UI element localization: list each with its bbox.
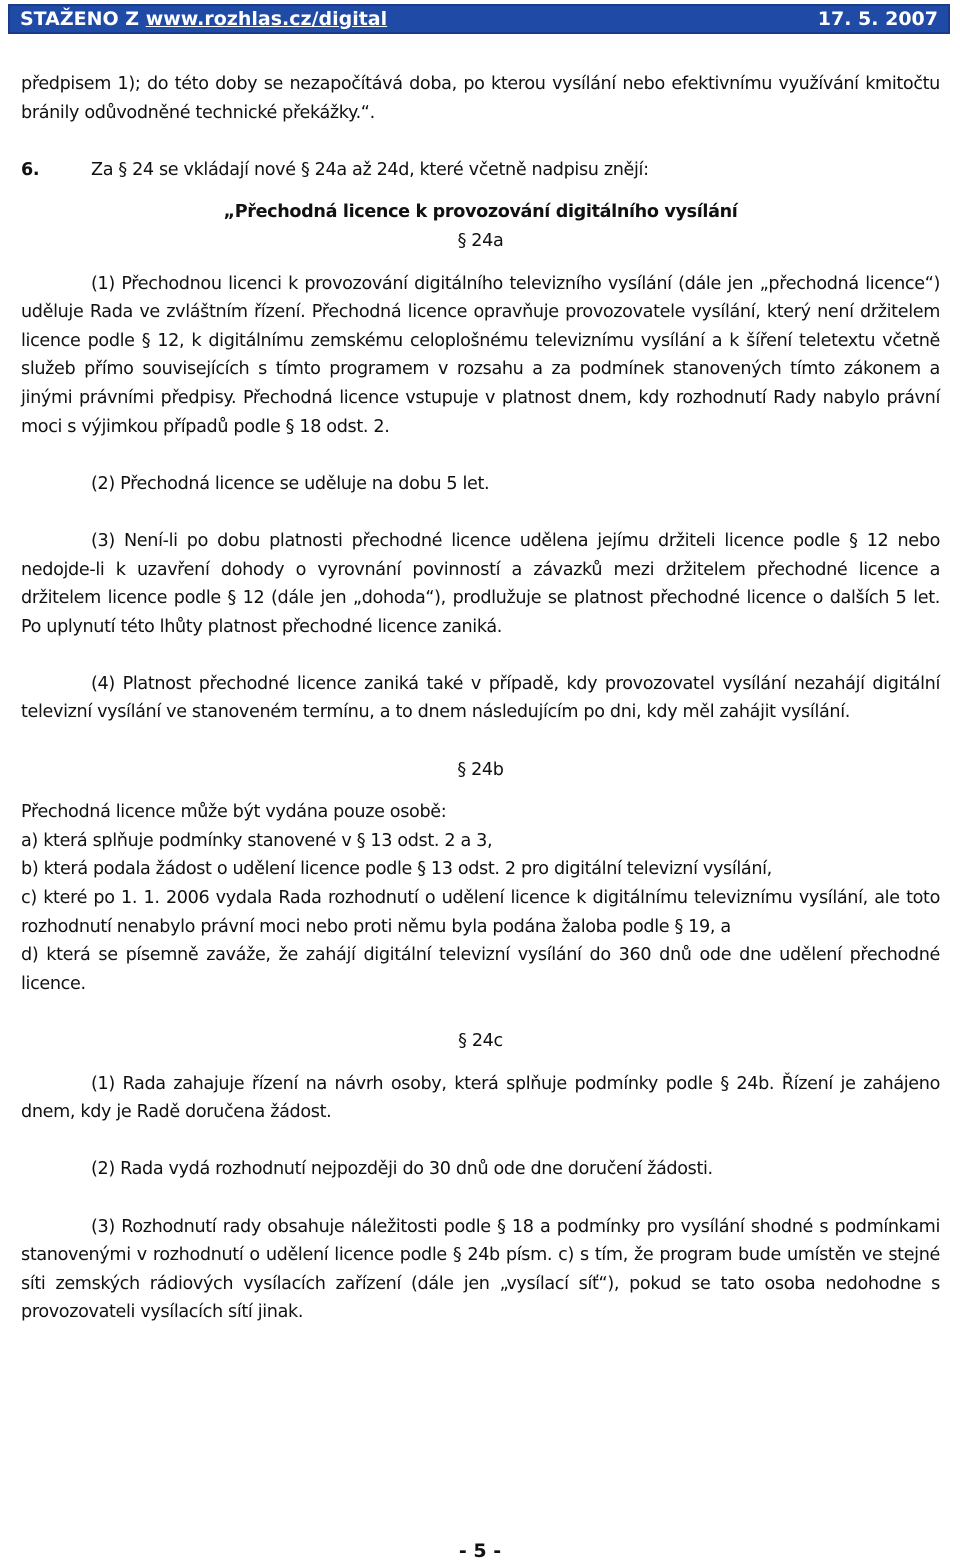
paragraph-24c-2: (2) Rada vydá rozhodnutí nejpozději do 30 dnů ode dne doručení žádosti. — [91, 1159, 713, 1180]
document-body — [21, 70, 940, 1327]
paragraph-continuation: předpisem 1); do této doby se nezapočítává doba, po kterou vysílání nebo efektivnímu využívání kmitočtu bránily odůvodněné technické překážky.“. — [21, 74, 940, 123]
header-link[interactable]: www.rozhlas.cz/digital — [145, 8, 388, 30]
paragraph-24a-1: (1) Přechodnou licenci k provozování digitálního televizního vysílání (dále jen „přechodná licence“) uděluje Rada ve zvláštním řízení. Přechodná licence opravňuje provozovatele vysílání, který není držitelem licence podle § 12, k digitálnímu zemskému celoplošnému televiznímu vysílání a k šíření teletextu včetně služeb přímo souvisejících s tímto programem v rozsahu a za podmínek stanovených tímto zákonem a jinými právními předpisy. Přechodná licence vstupuje v platnost dnem, kdy rozhodnutí Rady nabylo právní moci s výjimkou případů podle § 18 odst. 2. — [21, 273, 940, 437]
item-number: 6. — [21, 159, 40, 180]
paragraph-24b-intro: Přechodná licence může být vydána pouze osobě: — [21, 802, 447, 823]
header-source — [20, 8, 387, 30]
section-heading: „Přechodná licence k provozování digitálního vysílání — [223, 202, 738, 223]
paragraph-24a-3: (3) Není-li po dobu platnosti přechodné licence udělena jejímu držiteli licence podle § 12 nebo nedojde-li k uzavření dohody o vyrovnání povinností a závazků mezi držitelem přechodné licence a držitelem licence podle § 12 (dále jen „dohoda“), prodlužuje se platnost přechodné licence o dalších 5 let. Po uplynutí této lhůty platnost přechodné licence zaniká. — [21, 530, 940, 637]
header-date: 17. 5. 2007 — [817, 8, 938, 30]
section-24a-title: § 24a — [457, 230, 504, 251]
list-item-24b-c: c) které po 1. 1. 2006 vydala Rada rozhodnutí o udělení licence k digitálnímu televiznímu vysílání, ale toto rozhodnutí nenabylo právní moci nebo proti němu byla podána žaloba podle § 19, a — [21, 888, 940, 937]
page-number: - 5 - — [458, 1540, 502, 1562]
item-text: Za § 24 se vkládají nové § 24a až 24d, které včetně nadpisu znějí: — [91, 159, 649, 180]
list-item-24b-b: b) která podala žádost o udělení licence podle § 13 odst. 2 pro digitální televizní vysílání, — [21, 859, 772, 880]
list-item-24b-d: d) která se písemně zaváže, že zahájí digitální televizní vysílání do 360 dnů ode dne udělení přechodné licence. — [21, 945, 940, 994]
list-item-24b-a: a) která splňuje podmínky stanovené v § 13 odst. 2 a 3, — [21, 830, 493, 851]
header-prefix: STAŽENO Z — [20, 8, 146, 30]
paragraph-24c-1: (1) Rada zahajuje řízení na návrh osoby, která splňuje podmínky podle § 24b. Řízení je zahájeno dnem, kdy je Radě doručena žádost. — [21, 1073, 940, 1123]
paragraph-24a-2: (2) Přechodná licence se uděluje na dobu 5 let. — [91, 473, 490, 494]
amendment-item-6 — [21, 156, 940, 185]
section-24c-title: § 24c — [458, 1031, 503, 1051]
section-24b-title: § 24b — [457, 759, 504, 780]
download-header-bar — [8, 4, 950, 34]
paragraph-24a-4: (4) Platnost přechodné licence zaniká také v případě, kdy provozovatel vysílání nezahájí digitální televizní vysílání ve stanoveném termínu, a to dnem následujícím po dni, kdy měl zahájit vysílání. — [21, 673, 940, 723]
paragraph-24c-3: (3) Rozhodnutí rady obsahuje náležitosti podle § 18 a podmínky pro vysílání shodné s podmínkami stanovenými v rozhodnutí o udělení licence podle § 24b písm. c) s tím, že program bude umístěn ve stejné síti zemských rádiových vysílacích zařízení (dále jen „vysílací síť“), pokud se tato osoba nedohodne s provozovateli vysílacích sítí jinak. — [21, 1216, 940, 1323]
